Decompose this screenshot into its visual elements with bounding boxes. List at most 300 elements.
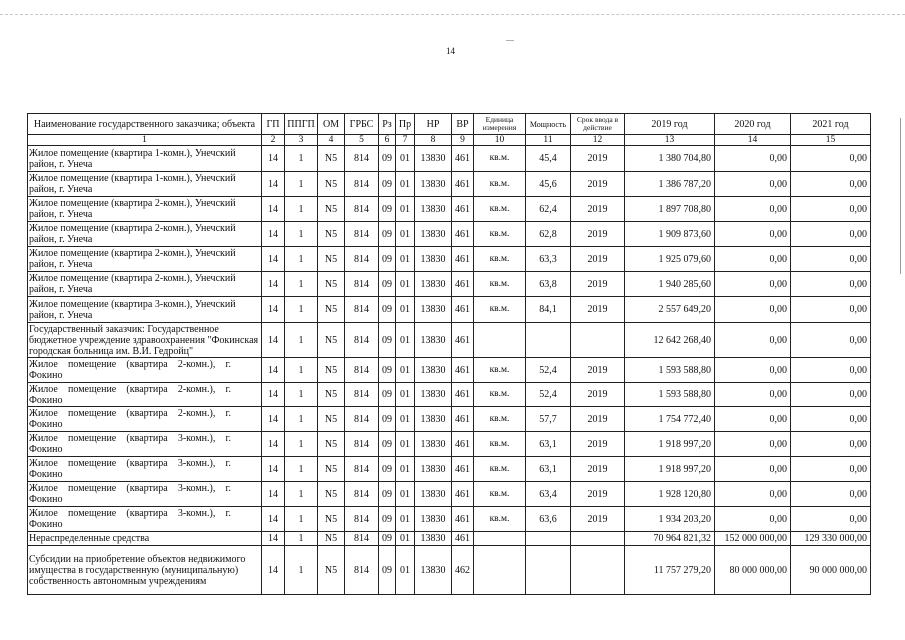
- cell-gp: 14: [262, 383, 285, 407]
- cell-unit: кв.м.: [474, 272, 526, 297]
- cell-commissioning: 2019: [571, 432, 625, 457]
- cell-capacity: 63,1: [526, 432, 571, 457]
- cell-commissioning: 2019: [571, 482, 625, 507]
- cell-name: Жилое помещение (квартира 3-комн.), г. Фокино: [28, 432, 262, 457]
- cell-rz: 09: [379, 507, 396, 532]
- cell-pr: 01: [396, 546, 415, 595]
- cell-pr: 01: [396, 172, 415, 197]
- cell-vr: 461: [452, 297, 474, 323]
- cell-rz: 09: [379, 482, 396, 507]
- cell-om: N5: [318, 457, 345, 482]
- cell-grbs: 814: [345, 272, 379, 297]
- column-header-ppgp: ППГП: [285, 114, 318, 135]
- cell-capacity: 52,4: [526, 358, 571, 383]
- header-row: [28, 114, 871, 135]
- cell-commissioning: 2019: [571, 146, 625, 172]
- cell-grbs: 814: [345, 172, 379, 197]
- cell-year-2019: 1 940 285,60: [625, 272, 715, 297]
- cell-om: N5: [318, 272, 345, 297]
- cell-rz: 09: [379, 197, 396, 222]
- cell-nr: 13830: [415, 172, 452, 197]
- cell-capacity: 45,6: [526, 172, 571, 197]
- cell-capacity: 63,4: [526, 482, 571, 507]
- cell-year-2021: 0,00: [791, 383, 871, 407]
- cell-year-2019: 12 642 268,40: [625, 323, 715, 358]
- cell-year-2019: 1 593 588,80: [625, 383, 715, 407]
- cell-vr: 461: [452, 323, 474, 358]
- cell-nr: 13830: [415, 546, 452, 595]
- column-header-nr: НР: [415, 114, 452, 135]
- table-row: [28, 507, 871, 532]
- cell-unit: кв.м.: [474, 507, 526, 532]
- cell-rz: 09: [379, 297, 396, 323]
- column-header-vr: ВР: [452, 114, 474, 135]
- cell-vr: 461: [452, 146, 474, 172]
- cell-rz: 09: [379, 323, 396, 358]
- cell-name: Нераспределенные средства: [28, 532, 262, 546]
- column-number-capacity: 11: [526, 135, 571, 146]
- cell-rz: 09: [379, 358, 396, 383]
- cell-gp: 14: [262, 507, 285, 532]
- cell-year-2021: 90 000 000,00: [791, 546, 871, 595]
- cell-unit: кв.м.: [474, 383, 526, 407]
- cell-year-2021: 0,00: [791, 146, 871, 172]
- column-number-om: 4: [318, 135, 345, 146]
- cell-commissioning: 2019: [571, 172, 625, 197]
- cell-year-2021: 0,00: [791, 482, 871, 507]
- table-row: [28, 407, 871, 432]
- cell-ppgp: 1: [285, 546, 318, 595]
- cell-nr: 13830: [415, 507, 452, 532]
- cell-pr: 01: [396, 507, 415, 532]
- cell-year-2021: 0,00: [791, 197, 871, 222]
- cell-commissioning: 2019: [571, 222, 625, 247]
- cell-pr: 01: [396, 197, 415, 222]
- cell-commissioning: 2019: [571, 383, 625, 407]
- page-number: 14: [446, 46, 455, 56]
- cell-grbs: 814: [345, 507, 379, 532]
- cell-year-2020: 0,00: [715, 358, 791, 383]
- table-row: [28, 432, 871, 457]
- cell-unit: [474, 323, 526, 358]
- cell-year-2019: 1 925 079,60: [625, 247, 715, 272]
- cell-grbs: 814: [345, 222, 379, 247]
- cell-year-2020: 0,00: [715, 247, 791, 272]
- cell-unit: [474, 546, 526, 595]
- cell-unit: кв.м.: [474, 146, 526, 172]
- cell-grbs: 814: [345, 383, 379, 407]
- cell-capacity: 62,4: [526, 197, 571, 222]
- cell-nr: 13830: [415, 482, 452, 507]
- cell-vr: 461: [452, 432, 474, 457]
- cell-unit: кв.м.: [474, 247, 526, 272]
- cell-capacity: 52,4: [526, 383, 571, 407]
- cell-commissioning: [571, 323, 625, 358]
- cell-name: Государственный заказчик: Государственное бюджетное учреждение здравоохранения "Фокинская городская больница им. В.И. Гедройц": [28, 323, 262, 358]
- cell-name: Жилое помещение (квартира 3-комн.), г. Фокино: [28, 507, 262, 532]
- cell-pr: 01: [396, 358, 415, 383]
- column-header-om: ОМ: [318, 114, 345, 135]
- cell-name: Жилое помещение (квартира 2-комн.), Унечский район, г. Унеча: [28, 247, 262, 272]
- column-header-year-2021: 2021 год: [791, 114, 871, 135]
- column-number-ppgp: 3: [285, 135, 318, 146]
- cell-nr: 13830: [415, 323, 452, 358]
- cell-year-2019: 1 754 772,40: [625, 407, 715, 432]
- cell-year-2020: 0,00: [715, 297, 791, 323]
- cell-pr: 01: [396, 432, 415, 457]
- cell-gp: 14: [262, 546, 285, 595]
- scan-mark: [506, 40, 514, 41]
- table-row: [28, 297, 871, 323]
- cell-capacity: [526, 323, 571, 358]
- cell-year-2020: 152 000 000,00: [715, 532, 791, 546]
- cell-vr: 461: [452, 482, 474, 507]
- column-header-commissioning: Срок ввода в действие: [571, 114, 625, 135]
- cell-year-2020: 0,00: [715, 272, 791, 297]
- cell-commissioning: 2019: [571, 297, 625, 323]
- column-header-year-2019: 2019 год: [625, 114, 715, 135]
- cell-year-2020: 0,00: [715, 383, 791, 407]
- cell-year-2021: 0,00: [791, 323, 871, 358]
- cell-name: Жилое помещение (квартира 3-комн.), Унечский район, г. Унеча: [28, 297, 262, 323]
- cell-year-2021: 0,00: [791, 222, 871, 247]
- cell-rz: 09: [379, 272, 396, 297]
- cell-grbs: 814: [345, 247, 379, 272]
- column-number-pr: 7: [396, 135, 415, 146]
- cell-year-2020: 0,00: [715, 172, 791, 197]
- cell-ppgp: 1: [285, 297, 318, 323]
- cell-om: N5: [318, 532, 345, 546]
- table-row: [28, 222, 871, 247]
- cell-capacity: 63,3: [526, 247, 571, 272]
- cell-name: Жилое помещение (квартира 3-комн.), г. Фокино: [28, 482, 262, 507]
- table-row: [28, 272, 871, 297]
- cell-unit: кв.м.: [474, 407, 526, 432]
- cell-capacity: 84,1: [526, 297, 571, 323]
- cell-capacity: [526, 532, 571, 546]
- cell-capacity: 62,8: [526, 222, 571, 247]
- cell-rz: 09: [379, 546, 396, 595]
- cell-unit: кв.м.: [474, 297, 526, 323]
- table-row: [28, 146, 871, 172]
- cell-grbs: 814: [345, 532, 379, 546]
- cell-om: N5: [318, 432, 345, 457]
- cell-rz: 09: [379, 222, 396, 247]
- cell-commissioning: 2019: [571, 358, 625, 383]
- column-number-unit: 10: [474, 135, 526, 146]
- cell-gp: 14: [262, 457, 285, 482]
- table-row: [28, 247, 871, 272]
- table-row: [28, 197, 871, 222]
- column-number-row: [28, 135, 871, 146]
- cell-rz: 09: [379, 532, 396, 546]
- cell-pr: 01: [396, 407, 415, 432]
- cell-gp: 14: [262, 247, 285, 272]
- cell-vr: 461: [452, 197, 474, 222]
- cell-ppgp: 1: [285, 532, 318, 546]
- cell-year-2020: 0,00: [715, 482, 791, 507]
- cell-year-2021: 0,00: [791, 172, 871, 197]
- cell-year-2019: 1 909 873,60: [625, 222, 715, 247]
- cell-vr: 461: [452, 222, 474, 247]
- cell-year-2020: 0,00: [715, 507, 791, 532]
- cell-grbs: 814: [345, 197, 379, 222]
- cell-year-2019: 1 928 120,80: [625, 482, 715, 507]
- cell-year-2021: 0,00: [791, 407, 871, 432]
- cell-grbs: 814: [345, 358, 379, 383]
- cell-om: N5: [318, 323, 345, 358]
- column-number-vr: 9: [452, 135, 474, 146]
- cell-capacity: 45,4: [526, 146, 571, 172]
- column-header-capacity: Мощность: [526, 114, 571, 135]
- cell-grbs: 814: [345, 482, 379, 507]
- column-number-rz: 6: [379, 135, 396, 146]
- cell-om: N5: [318, 358, 345, 383]
- table-row: [28, 358, 871, 383]
- cell-rz: 09: [379, 457, 396, 482]
- cell-unit: кв.м.: [474, 222, 526, 247]
- cell-year-2021: 0,00: [791, 507, 871, 532]
- column-number-name: 1: [28, 135, 262, 146]
- cell-name: Жилое помещение (квартира 1-комн.), Унечский район, г. Унеча: [28, 146, 262, 172]
- cell-year-2020: 80 000 000,00: [715, 546, 791, 595]
- cell-year-2019: 11 757 279,20: [625, 546, 715, 595]
- cell-grbs: 814: [345, 146, 379, 172]
- cell-commissioning: 2019: [571, 197, 625, 222]
- cell-capacity: 57,7: [526, 407, 571, 432]
- cell-nr: 13830: [415, 457, 452, 482]
- cell-gp: 14: [262, 146, 285, 172]
- cell-pr: 01: [396, 146, 415, 172]
- cell-unit: кв.м.: [474, 197, 526, 222]
- cell-om: N5: [318, 482, 345, 507]
- cell-ppgp: 1: [285, 197, 318, 222]
- cell-ppgp: 1: [285, 457, 318, 482]
- cell-commissioning: 2019: [571, 457, 625, 482]
- cell-commissioning: [571, 546, 625, 595]
- cell-grbs: 814: [345, 546, 379, 595]
- cell-om: N5: [318, 383, 345, 407]
- cell-unit: кв.м.: [474, 172, 526, 197]
- cell-year-2021: 0,00: [791, 457, 871, 482]
- cell-rz: 09: [379, 407, 396, 432]
- cell-om: N5: [318, 247, 345, 272]
- cell-capacity: 63,1: [526, 457, 571, 482]
- cell-vr: 461: [452, 407, 474, 432]
- cell-capacity: 63,6: [526, 507, 571, 532]
- cell-grbs: 814: [345, 407, 379, 432]
- cell-ppgp: 1: [285, 323, 318, 358]
- cell-nr: 13830: [415, 358, 452, 383]
- cell-year-2021: 129 330 000,00: [791, 532, 871, 546]
- table-row: [28, 457, 871, 482]
- cell-ppgp: 1: [285, 247, 318, 272]
- cell-unit: кв.м.: [474, 432, 526, 457]
- cell-om: N5: [318, 222, 345, 247]
- cell-unit: кв.м.: [474, 457, 526, 482]
- cell-pr: 01: [396, 297, 415, 323]
- cell-commissioning: [571, 532, 625, 546]
- cell-ppgp: 1: [285, 482, 318, 507]
- table-row: [28, 482, 871, 507]
- column-header-rz: Рз: [379, 114, 396, 135]
- cell-commissioning: 2019: [571, 247, 625, 272]
- cell-nr: 13830: [415, 297, 452, 323]
- cell-vr: 461: [452, 532, 474, 546]
- cell-name: Жилое помещение (квартира 2-комн.), Унечский район, г. Унеча: [28, 222, 262, 247]
- cell-pr: 01: [396, 222, 415, 247]
- cell-gp: 14: [262, 172, 285, 197]
- cell-ppgp: 1: [285, 383, 318, 407]
- cell-year-2021: 0,00: [791, 247, 871, 272]
- cell-rz: 09: [379, 432, 396, 457]
- cell-ppgp: 1: [285, 146, 318, 172]
- cell-nr: 13830: [415, 407, 452, 432]
- cell-year-2020: 0,00: [715, 407, 791, 432]
- cell-nr: 13830: [415, 272, 452, 297]
- cell-om: N5: [318, 146, 345, 172]
- cell-year-2021: 0,00: [791, 432, 871, 457]
- cell-nr: 13830: [415, 222, 452, 247]
- cell-pr: 01: [396, 272, 415, 297]
- cell-vr: 461: [452, 247, 474, 272]
- cell-commissioning: 2019: [571, 407, 625, 432]
- cell-gp: 14: [262, 297, 285, 323]
- cell-nr: 13830: [415, 383, 452, 407]
- cell-nr: 13830: [415, 247, 452, 272]
- cell-year-2021: 0,00: [791, 272, 871, 297]
- cell-year-2020: 0,00: [715, 323, 791, 358]
- cell-name: Жилое помещение (квартира 2-комн.), Унечский район, г. Унеча: [28, 197, 262, 222]
- cell-pr: 01: [396, 532, 415, 546]
- cell-name: Жилое помещение (квартира 2-комн.), г. Фокино: [28, 358, 262, 383]
- cell-gp: 14: [262, 222, 285, 247]
- cell-year-2019: 1 380 704,80: [625, 146, 715, 172]
- cell-name: Субсидии на приобретение объектов недвижимого имущества в государственную (муниципальную) собственность автономным учреждениям: [28, 546, 262, 595]
- cell-pr: 01: [396, 457, 415, 482]
- cell-om: N5: [318, 546, 345, 595]
- cell-year-2019: 1 593 588,80: [625, 358, 715, 383]
- column-number-commissioning: 12: [571, 135, 625, 146]
- cell-year-2019: 2 557 649,20: [625, 297, 715, 323]
- cell-pr: 01: [396, 482, 415, 507]
- cell-om: N5: [318, 297, 345, 323]
- column-header-pr: Пр: [396, 114, 415, 135]
- cell-year-2020: 0,00: [715, 432, 791, 457]
- column-number-gp: 2: [262, 135, 285, 146]
- cell-rz: 09: [379, 383, 396, 407]
- cell-ppgp: 1: [285, 272, 318, 297]
- cell-pr: 01: [396, 247, 415, 272]
- cell-grbs: 814: [345, 432, 379, 457]
- column-number-year-2020: 14: [715, 135, 791, 146]
- cell-name: Жилое помещение (квартира 1-комн.), Унечский район, г. Унеча: [28, 172, 262, 197]
- column-number-year-2021: 15: [791, 135, 871, 146]
- cell-name: Жилое помещение (квартира 3-комн.), г. Фокино: [28, 457, 262, 482]
- cell-nr: 13830: [415, 146, 452, 172]
- cell-year-2019: 1 386 787,20: [625, 172, 715, 197]
- cell-vr: 461: [452, 457, 474, 482]
- cell-gp: 14: [262, 532, 285, 546]
- cell-gp: 14: [262, 323, 285, 358]
- cell-gp: 14: [262, 272, 285, 297]
- cell-year-2019: 1 934 203,20: [625, 507, 715, 532]
- cell-unit: кв.м.: [474, 482, 526, 507]
- cell-ppgp: 1: [285, 407, 318, 432]
- cell-name: Жилое помещение (квартира 2-комн.), г. Фокино: [28, 407, 262, 432]
- cell-capacity: 63,8: [526, 272, 571, 297]
- cell-ppgp: 1: [285, 507, 318, 532]
- cell-ppgp: 1: [285, 222, 318, 247]
- cell-vr: 461: [452, 383, 474, 407]
- cell-year-2020: 0,00: [715, 457, 791, 482]
- cell-rz: 09: [379, 146, 396, 172]
- column-header-gp: ГП: [262, 114, 285, 135]
- cell-grbs: 814: [345, 457, 379, 482]
- cell-ppgp: 1: [285, 432, 318, 457]
- cell-gp: 14: [262, 432, 285, 457]
- cell-grbs: 814: [345, 297, 379, 323]
- table-row: [28, 323, 871, 358]
- column-header-year-2020: 2020 год: [715, 114, 791, 135]
- table-row: [28, 532, 871, 546]
- cell-year-2021: 0,00: [791, 358, 871, 383]
- budget-table: [27, 113, 871, 595]
- scan-edge-line: [0, 14, 905, 15]
- cell-gp: 14: [262, 407, 285, 432]
- cell-nr: 13830: [415, 432, 452, 457]
- column-number-grbs: 5: [345, 135, 379, 146]
- cell-vr: 461: [452, 507, 474, 532]
- cell-om: N5: [318, 197, 345, 222]
- cell-gp: 14: [262, 197, 285, 222]
- cell-vr: 461: [452, 272, 474, 297]
- cell-year-2019: 1 897 708,80: [625, 197, 715, 222]
- cell-year-2019: 70 964 821,32: [625, 532, 715, 546]
- table-row: [28, 546, 871, 595]
- cell-unit: [474, 532, 526, 546]
- cell-commissioning: 2019: [571, 507, 625, 532]
- table-row: [28, 172, 871, 197]
- cell-om: N5: [318, 507, 345, 532]
- cell-ppgp: 1: [285, 172, 318, 197]
- cell-ppgp: 1: [285, 358, 318, 383]
- cell-year-2019: 1 918 997,20: [625, 457, 715, 482]
- column-header-grbs: ГРБС: [345, 114, 379, 135]
- cell-capacity: [526, 546, 571, 595]
- cell-year-2019: 1 918 997,20: [625, 432, 715, 457]
- column-header-unit: Единица измерения: [474, 114, 526, 135]
- cell-gp: 14: [262, 482, 285, 507]
- cell-vr: 462: [452, 546, 474, 595]
- cell-rz: 09: [379, 172, 396, 197]
- cell-grbs: 814: [345, 323, 379, 358]
- cell-pr: 01: [396, 383, 415, 407]
- cell-year-2020: 0,00: [715, 222, 791, 247]
- cell-name: Жилое помещение (квартира 2-комн.), Унечский район, г. Унеча: [28, 272, 262, 297]
- scan-edge-line: [900, 118, 901, 274]
- cell-name: Жилое помещение (квартира 2-комн.), г. Фокино: [28, 383, 262, 407]
- cell-vr: 461: [452, 172, 474, 197]
- column-header-name: Наименование государственного заказчика; объекта: [28, 114, 262, 135]
- cell-om: N5: [318, 172, 345, 197]
- cell-year-2020: 0,00: [715, 197, 791, 222]
- cell-vr: 461: [452, 358, 474, 383]
- cell-gp: 14: [262, 358, 285, 383]
- table-row: [28, 383, 871, 407]
- cell-year-2021: 0,00: [791, 297, 871, 323]
- cell-nr: 13830: [415, 197, 452, 222]
